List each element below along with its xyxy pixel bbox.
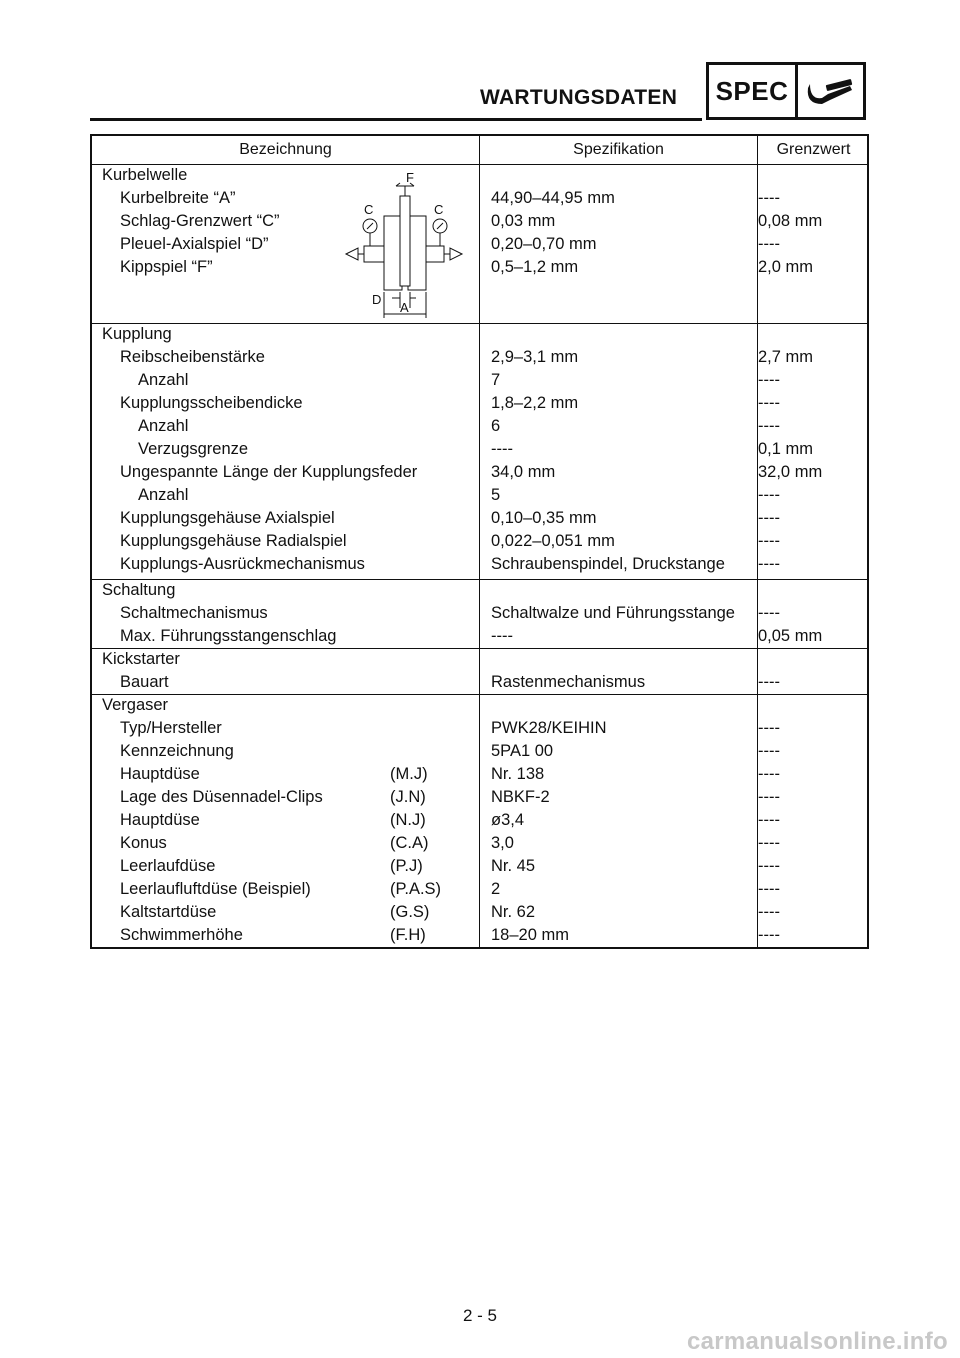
row-label: Schlag-Grenzwert “C” <box>120 212 280 230</box>
section-title-kickstarter: Kickstarter <box>102 650 180 668</box>
row-spec: 44,90–44,95 mm <box>491 189 615 207</box>
row-limit: ---- <box>758 811 780 829</box>
section-title-schaltung: Schaltung <box>102 581 176 599</box>
diagram-label-a: A <box>400 300 409 315</box>
row-code: (M.J) <box>390 765 428 783</box>
section-divider <box>92 579 867 580</box>
row-label: Schaltmechanismus <box>120 604 268 622</box>
header-rule <box>90 118 702 121</box>
row-spec: ---- <box>491 627 513 645</box>
row-label: Hauptdüse <box>120 811 200 829</box>
row-spec: 0,022–0,051 mm <box>491 532 615 550</box>
section-title-vergaser: Vergaser <box>102 696 169 714</box>
column-divider <box>479 136 480 947</box>
row-spec: 18–20 mm <box>491 926 569 944</box>
row-label: Typ/Hersteller <box>120 719 222 737</box>
row-limit: 2,7 mm <box>758 348 814 366</box>
row-label: Kurbelbreite “A” <box>120 189 236 207</box>
row-label: Konus <box>120 834 167 852</box>
row-spec: 0,5–1,2 mm <box>491 258 579 276</box>
diagram-label-c-left: C <box>364 202 374 217</box>
row-limit: ---- <box>758 903 780 921</box>
column-header-grenzwert: Grenzwert <box>776 141 851 158</box>
row-limit: ---- <box>758 235 780 253</box>
row-limit: ---- <box>758 765 780 783</box>
row-limit: 0,1 mm <box>758 440 814 458</box>
row-limit: 0,08 mm <box>758 212 823 230</box>
row-spec: PWK28/KEIHIN <box>491 719 607 737</box>
diagram-label-d: D <box>372 292 382 307</box>
row-code: (J.N) <box>390 788 426 806</box>
wrench-icon <box>798 65 863 117</box>
row-label: Hauptdüse <box>120 765 200 783</box>
row-label: Reibscheibenstärke <box>120 348 265 366</box>
page-number: 2 - 5 <box>462 1306 498 1325</box>
row-spec: 7 <box>491 371 501 389</box>
row-label: Kupplungsgehäuse Radialspiel <box>120 532 347 550</box>
column-header-spezifikation: Spezifikation <box>573 141 664 158</box>
row-spec: Nr. 138 <box>491 765 545 783</box>
row-code: (G.S) <box>390 903 430 921</box>
section-title-kurbelwelle: Kurbelwelle <box>102 166 188 184</box>
row-limit: ---- <box>758 788 780 806</box>
row-label: Anzahl <box>138 417 189 435</box>
row-label: Lage des Düsennadel-Clips <box>120 788 323 806</box>
row-spec: 34,0 mm <box>491 463 556 481</box>
row-label: Kupplungs-Ausrückmechanismus <box>120 555 365 573</box>
row-label: Bauart <box>120 673 169 691</box>
row-label: Kupplungsgehäuse Axialspiel <box>120 509 335 527</box>
row-code: (F.H) <box>390 926 426 944</box>
row-label: Kippspiel “F” <box>120 258 213 276</box>
row-spec: 1,8–2,2 mm <box>491 394 579 412</box>
row-limit: ---- <box>758 189 780 207</box>
row-spec: Nr. 62 <box>491 903 536 921</box>
watermark: carmanualsonline.info <box>686 1328 948 1355</box>
row-limit: ---- <box>758 857 780 875</box>
row-code: (P.A.S) <box>390 880 442 898</box>
row-limit: ---- <box>758 555 780 573</box>
row-spec: Rastenmechanismus <box>491 673 646 691</box>
row-label: Verzugsgrenze <box>138 440 249 458</box>
row-spec: Nr. 45 <box>491 857 536 875</box>
row-spec: 3,0 <box>491 834 514 852</box>
row-limit: ---- <box>758 880 780 898</box>
diagram-label-c-right: C <box>434 202 444 217</box>
row-limit: ---- <box>758 509 780 527</box>
row-spec: 0,03 mm <box>491 212 556 230</box>
spec-label: SPEC <box>709 65 798 117</box>
row-label: Kaltstartdüse <box>120 903 217 921</box>
row-spec: ø3,4 <box>491 811 525 829</box>
row-label: Anzahl <box>138 486 189 504</box>
row-limit: ---- <box>758 394 780 412</box>
row-spec: 5PA1 00 <box>491 742 554 760</box>
row-limit: ---- <box>758 719 780 737</box>
row-spec: 2 <box>491 880 501 898</box>
row-spec: 0,10–0,35 mm <box>491 509 597 527</box>
row-label: Anzahl <box>138 371 189 389</box>
row-limit: ---- <box>758 742 780 760</box>
section-divider <box>92 323 867 324</box>
row-spec: NBKF-2 <box>491 788 550 806</box>
row-limit: 32,0 mm <box>758 463 823 481</box>
row-label: Schwimmerhöhe <box>120 926 243 944</box>
section-divider <box>92 648 867 649</box>
row-limit: ---- <box>758 486 780 504</box>
crankshaft-diagram <box>344 172 464 320</box>
row-limit: ---- <box>758 604 780 622</box>
spec-table <box>90 134 869 949</box>
row-code: (C.A) <box>390 834 429 852</box>
row-spec: ---- <box>491 440 513 458</box>
row-limit: 0,05 mm <box>758 627 823 645</box>
row-label: Leerlaufdüse <box>120 857 216 875</box>
row-label: Max. Führungsstangenschlag <box>120 627 337 645</box>
row-spec: 0,20–0,70 mm <box>491 235 597 253</box>
row-spec: 6 <box>491 417 501 435</box>
page-title: WARTUNGSDATEN <box>480 86 678 109</box>
row-spec: Schraubenspindel, Druckstange <box>491 555 725 573</box>
row-label: Leerlaufluftdüse (Beispiel) <box>120 880 311 898</box>
row-limit: 2,0 mm <box>758 258 814 276</box>
row-label: Kennzeichnung <box>120 742 234 760</box>
row-label: Pleuel-Axialspiel “D” <box>120 235 269 253</box>
row-spec: 5 <box>491 486 501 504</box>
section-divider <box>92 694 867 695</box>
row-limit: ---- <box>758 673 780 691</box>
row-code: (N.J) <box>390 811 426 829</box>
section-title-kupplung: Kupplung <box>102 325 172 343</box>
spec-badge <box>706 62 866 120</box>
row-spec: 2,9–3,1 mm <box>491 348 579 366</box>
row-label: Ungespannte Länge der Kupplungsfeder <box>120 463 418 481</box>
row-limit: ---- <box>758 834 780 852</box>
row-limit: ---- <box>758 417 780 435</box>
row-limit: ---- <box>758 371 780 389</box>
diagram-label-f: F <box>406 172 414 185</box>
row-limit: ---- <box>758 532 780 550</box>
row-label: Kupplungsscheibendicke <box>120 394 303 412</box>
row-spec: Schaltwalze und Führungsstange <box>491 604 735 622</box>
row-code: (P.J) <box>390 857 423 875</box>
column-header-bezeichnung: Bezeichnung <box>239 141 332 158</box>
row-limit: ---- <box>758 926 780 944</box>
